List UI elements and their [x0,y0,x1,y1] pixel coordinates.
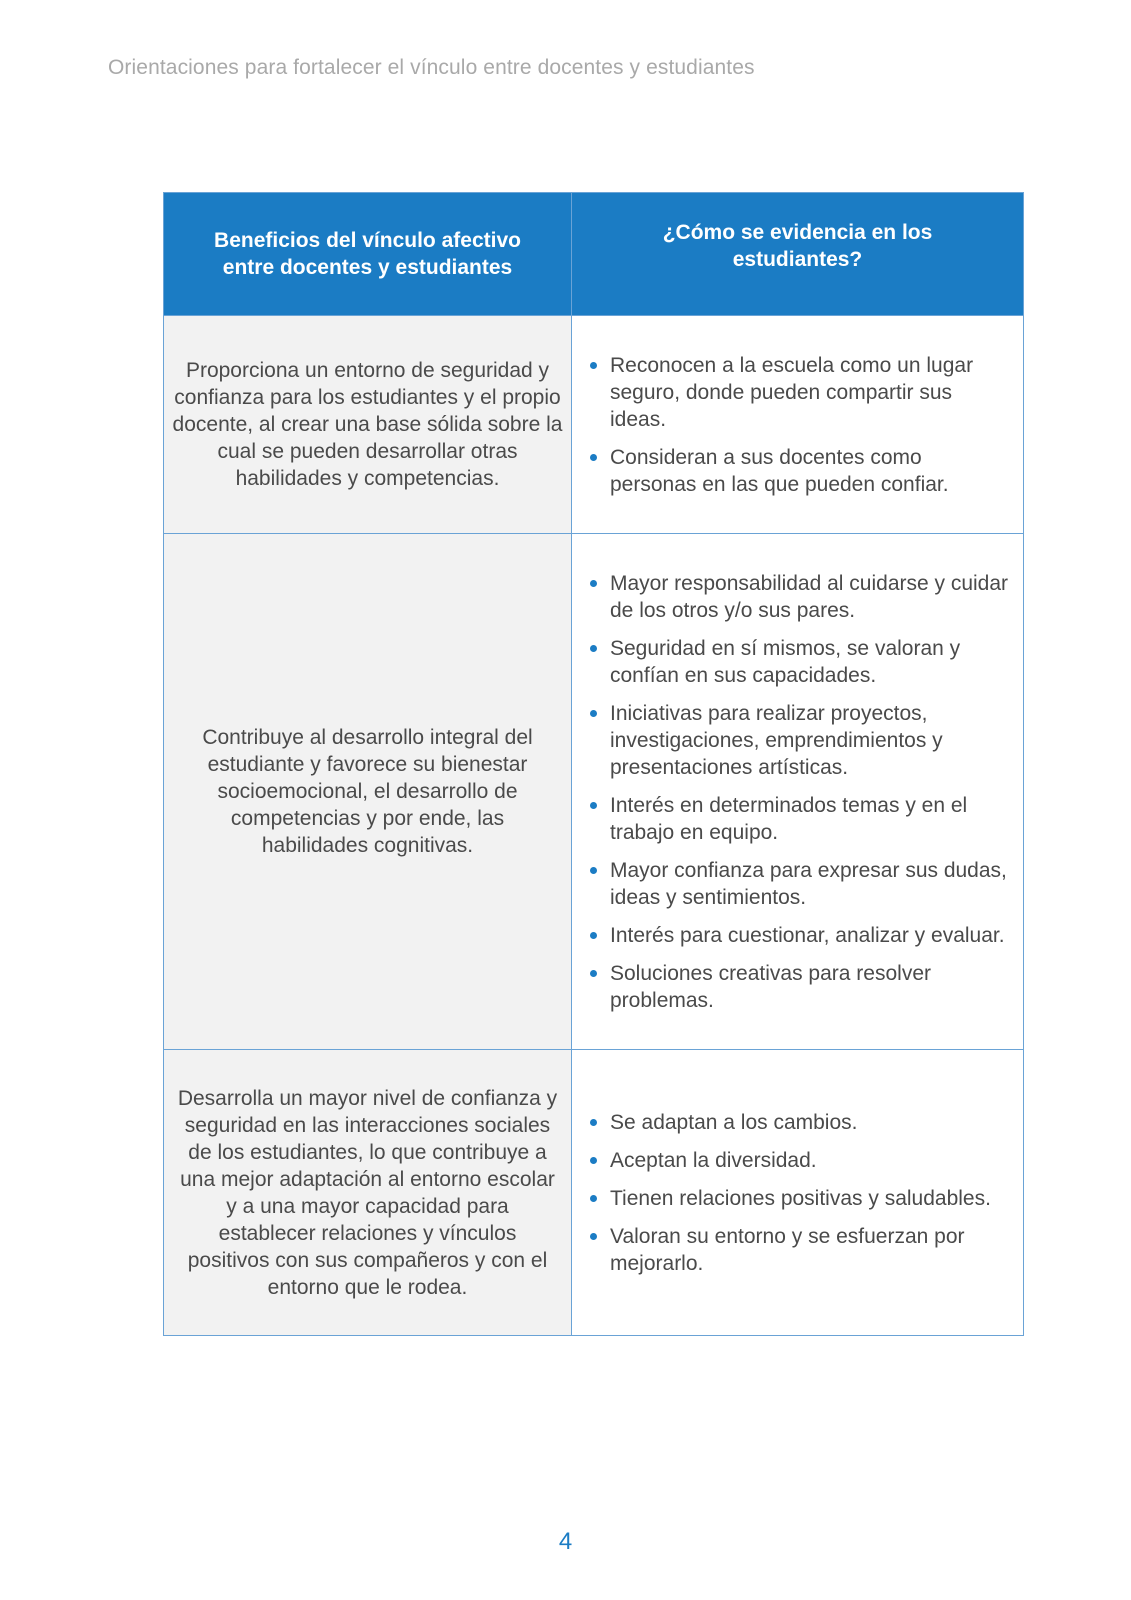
benefit-text: Proporciona un entorno de seguridad y confianza para los estudiantes y el propio docente, al crear una base sólida sobre la cual se pueden desarrollar otras habilidades y competencias. [172,359,563,490]
benefit-text: Contribuye al desarrollo integral del estudiante y favorece su bienestar socioemocional, el desarrollo de competencias y por ende, las habilidades cognitivas. [202,726,533,857]
column-header-benefits [164,193,572,316]
evidence-text: Soluciones creativas para resolver problemas. [610,961,931,1012]
page-number: 4 [558,1528,573,1555]
evidence-text: Tienen relaciones positivas y saludables. [610,1186,991,1210]
evidence-text: Interés en determinados temas y en el trabajo en equipo. [610,793,968,844]
evidence-text: Mayor confianza para expresar sus dudas, ideas y sentimientos. [610,858,1007,909]
evidence-list [572,570,1023,1014]
bullet-dot-icon [590,1119,597,1126]
table-row [164,1050,1024,1336]
evidence-text: Seguridad en sí mismos, se valoran y confían en sus capacidades. [610,636,961,687]
bullet-dot-icon [590,802,597,809]
benefit-text: Desarrolla un mayor nivel de confianza y seguridad en las interacciones sociales de los estudiantes, lo que contribuye a una mejor adaptación al entorno escolar y a una mayor capacidad para establecer relaciones y vínculos positivos con sus compañeros y con el entorno que le rodea. [177,1086,558,1299]
evidence-text: Iniciativas para realizar proyectos, investigaciones, emprendimientos y presentaciones artísticas. [610,701,943,779]
evidence-text: Reconocen a la escuela como un lugar seguro, donde pueden compartir sus ideas. [610,353,974,431]
column-header-benefits-label: Beneficios del vínculo afectivo entre docentes y estudiantes [214,229,521,279]
list-item [588,857,1009,911]
bullet-dot-icon [590,970,597,977]
evidence-text: Consideran a sus docentes como personas en las que pueden confiar. [610,445,949,496]
column-header-evidence-label: ¿Cómo se evidencia en los estudiantes? [662,221,933,271]
list-item [588,1109,1009,1136]
list-item [588,700,1009,781]
list-item [588,1223,1009,1277]
list-item [588,792,1009,846]
list-item [588,444,1009,498]
bullet-dot-icon [590,1233,597,1240]
evidence-cell [572,1050,1024,1336]
table-row [164,534,1024,1050]
evidence-text: Mayor responsabilidad al cuidarse y cuidar de los otros y/o sus pares. [610,571,1009,622]
table-row [164,316,1024,534]
list-item [588,1185,1009,1212]
page-header-title: Orientaciones para fortalecer el vínculo entre docentes y estudiantes [108,56,755,79]
benefit-cell [164,316,572,534]
benefits-table [163,192,1024,1336]
list-item [588,635,1009,689]
list-item [588,960,1009,1014]
bullet-dot-icon [590,1195,597,1202]
evidence-list [572,1109,1023,1277]
benefit-cell [164,534,572,1050]
evidence-cell [572,534,1024,1050]
bullet-dot-icon [590,645,597,652]
evidence-text: Se adaptan a los cambios. [610,1110,858,1134]
evidence-text: Aceptan la diversidad. [610,1148,817,1172]
list-item [588,570,1009,624]
evidence-text: Interés para cuestionar, analizar y evaluar. [610,923,1005,947]
list-item [588,1147,1009,1174]
bullet-dot-icon [590,580,597,587]
bullet-dot-icon [590,454,597,461]
list-item [588,922,1009,949]
table-header-row [164,193,1024,316]
list-item [588,352,1009,433]
evidence-list [572,352,1023,498]
bullet-dot-icon [590,1157,597,1164]
bullet-dot-icon [590,710,597,717]
evidence-cell [572,316,1024,534]
benefit-cell [164,1050,572,1336]
evidence-text: Valoran su entorno y se esfuerzan por mejorarlo. [610,1224,965,1275]
column-header-evidence [572,193,1024,316]
bullet-dot-icon [590,867,597,874]
bullet-dot-icon [590,932,597,939]
bullet-dot-icon [590,362,597,369]
